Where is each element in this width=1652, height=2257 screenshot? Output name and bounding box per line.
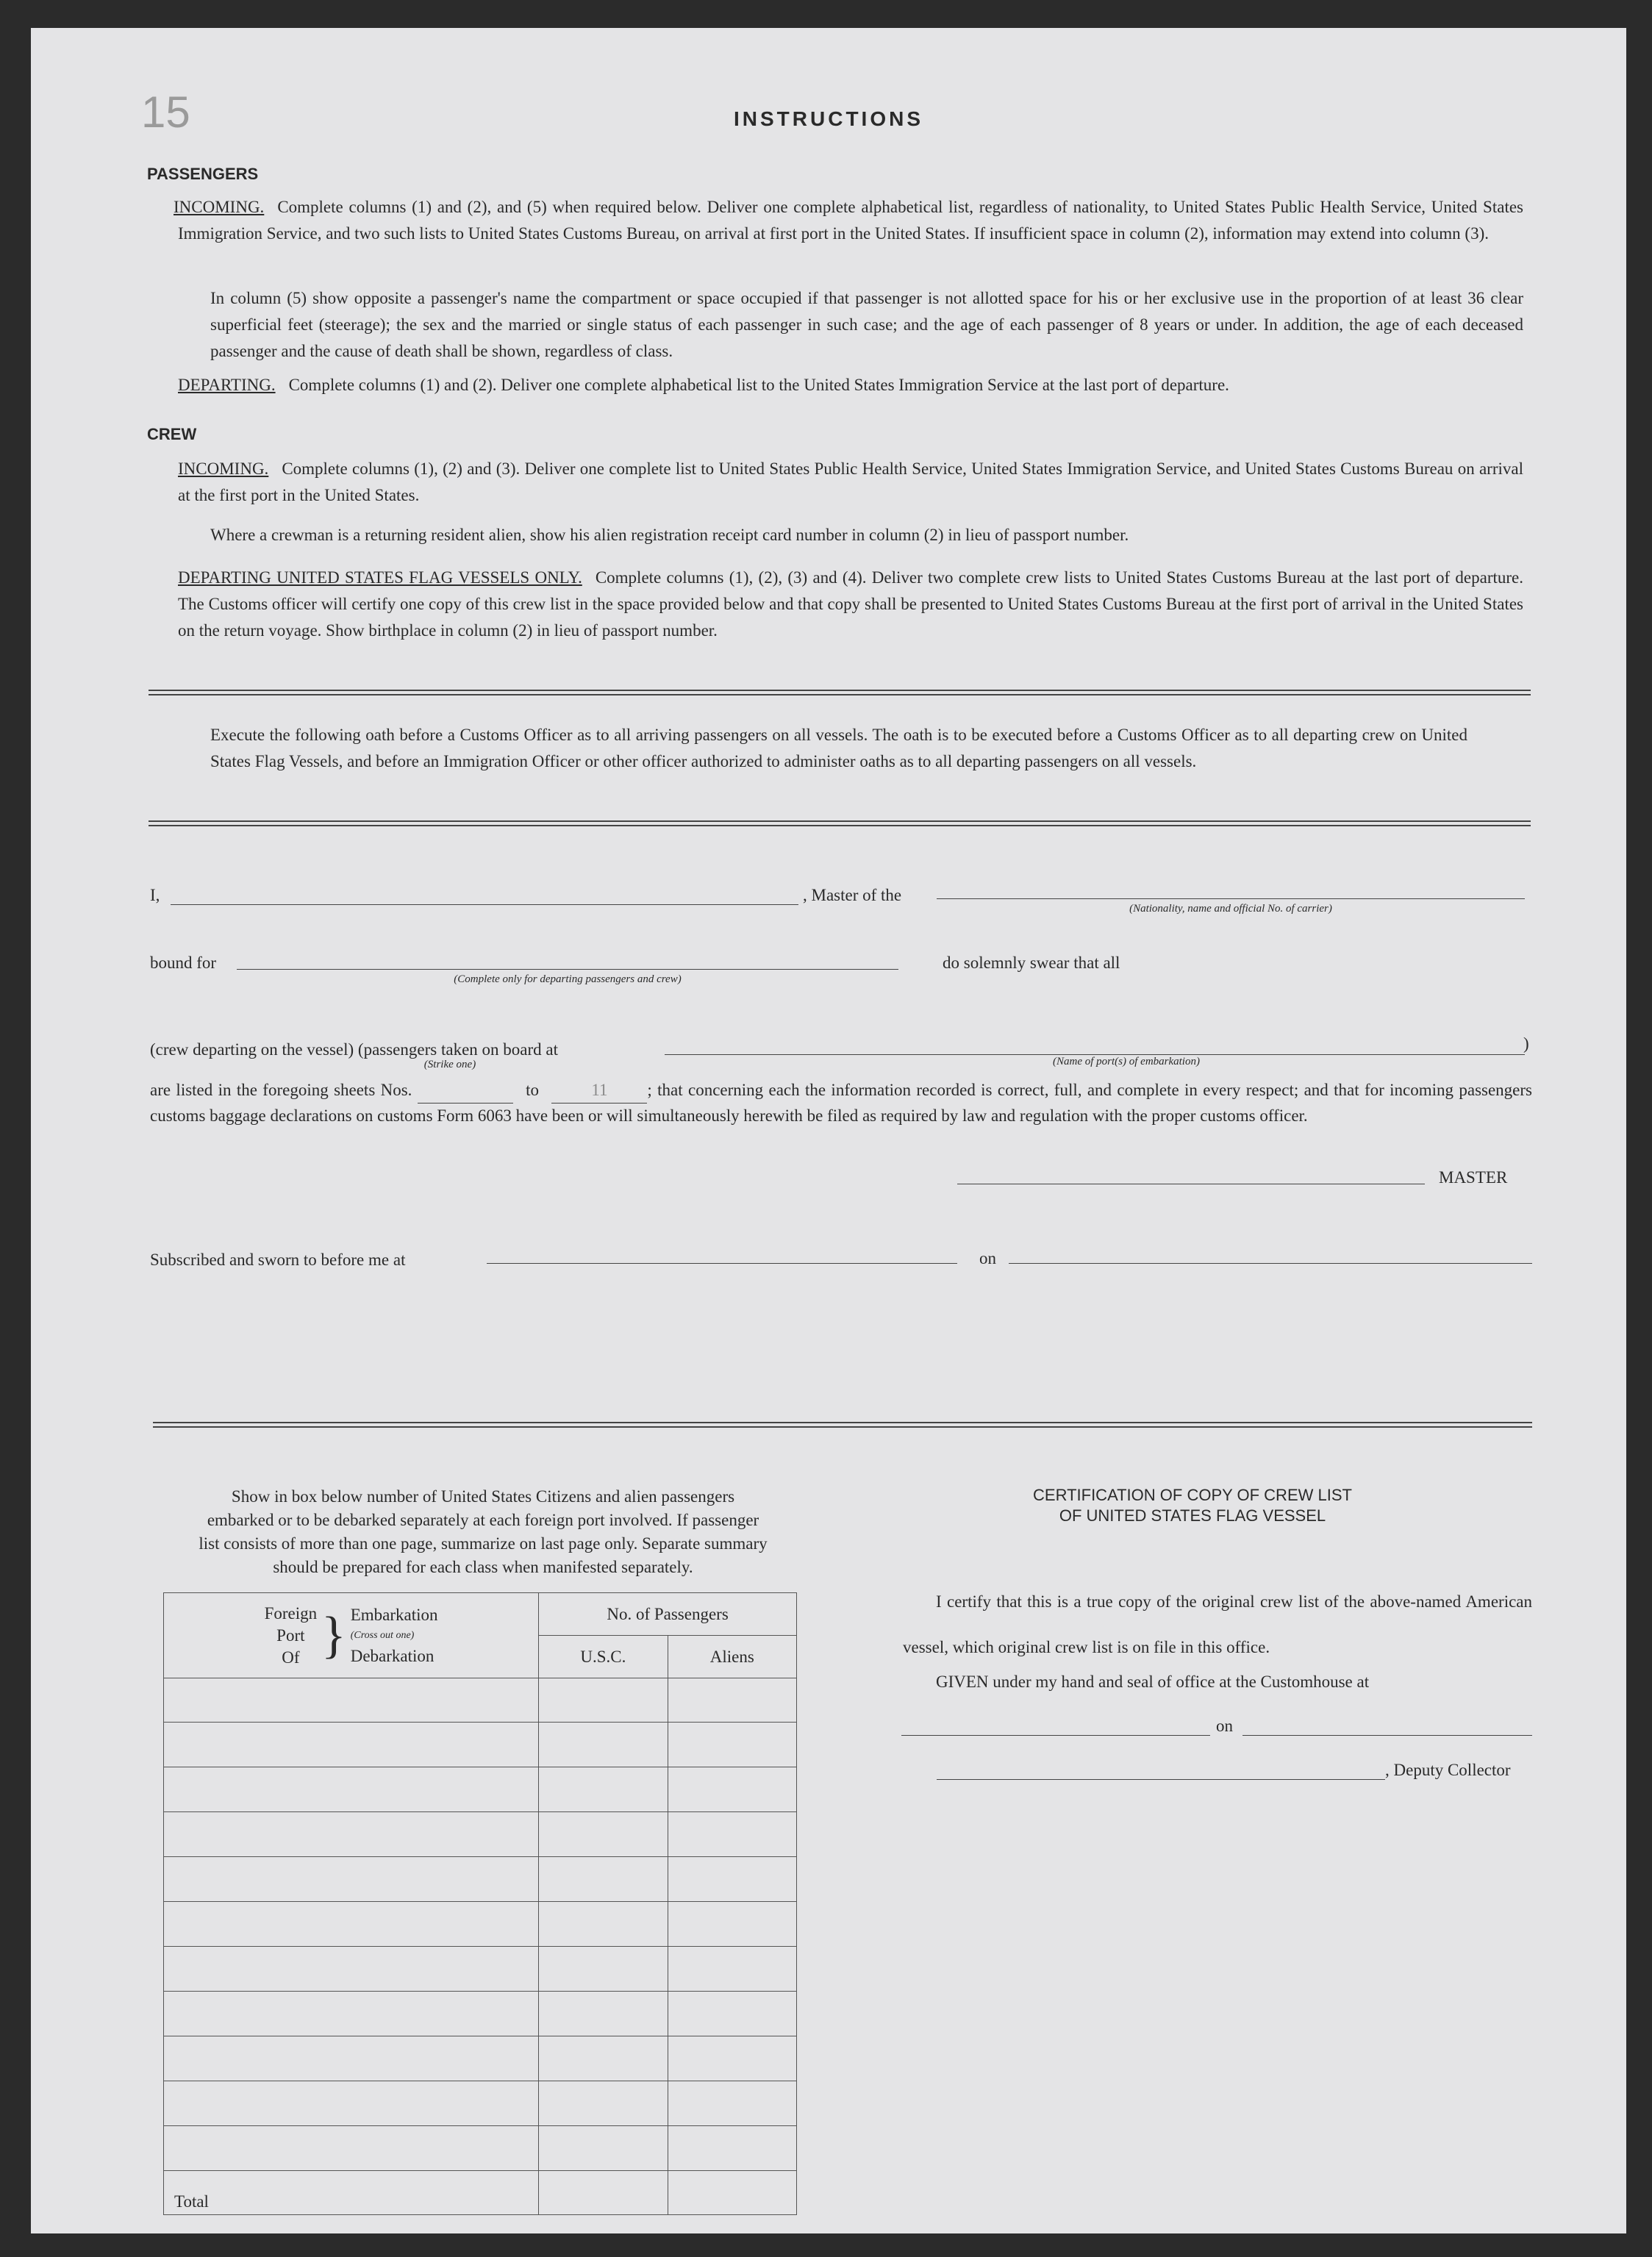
oath-on: on	[979, 1249, 996, 1267]
brace-symbol: }	[321, 1606, 346, 1664]
passengers-departing-label: DEPARTING.	[178, 376, 276, 394]
header-port: Port	[276, 1625, 305, 1645]
sheet-from-field[interactable]	[418, 1078, 513, 1104]
header-usc: U.S.C.	[539, 1636, 668, 1678]
aliens-cell[interactable]	[668, 1857, 796, 1902]
aliens-cell[interactable]	[668, 1947, 796, 1992]
table-row	[164, 1857, 797, 1902]
certification-text: I certify that this is a true copy of the original crew list of the above-named American vessel, which original crew list is on file in this office.	[903, 1592, 1532, 1656]
oath-i-label: I,	[150, 886, 160, 904]
handwritten-page-number: 15	[141, 87, 190, 137]
crew-incoming-paragraph	[178, 456, 1523, 509]
nationality-note: (Nationality, name and official No. of carrier)	[1129, 903, 1332, 915]
oath-close-paren: )	[1523, 1034, 1529, 1053]
port-cell[interactable]	[164, 1812, 539, 1857]
aliens-cell[interactable]	[668, 1902, 796, 1947]
carrier-field[interactable]	[937, 898, 1525, 899]
port-cell[interactable]	[164, 1678, 539, 1723]
port-note: (Name of port(s) of embarkation)	[1053, 1056, 1200, 1067]
oath-to: to	[526, 1081, 540, 1099]
usc-cell[interactable]	[539, 1902, 668, 1947]
certification-given: GIVEN under my hand and seal of office at the Customhouse at	[936, 1673, 1370, 1691]
certification-title-line1: CERTIFICATION OF COPY OF CREW LIST	[1033, 1486, 1352, 1504]
aliens-cell[interactable]	[668, 1992, 796, 2036]
oath-intro: Execute the following oath before a Customs Officer as to all arriving passengers on all vessels. The oath is to be executed before a Customs Officer as to all departing crew on United States Flag Vessels, and before an Immigration Officer or other officer authorized to administer oaths as to all departing passengers on all vessels.	[210, 726, 1467, 770]
port-cell[interactable]	[164, 1767, 539, 1812]
port-header	[164, 1593, 539, 1678]
port-cell[interactable]	[164, 1947, 539, 1992]
aliens-cell[interactable]	[668, 1812, 796, 1857]
section-divider	[149, 820, 1531, 826]
usc-cell[interactable]	[539, 1812, 668, 1857]
crew-resident-paragraph: Where a crewman is a returning resident alien, show his alien registration receipt card number in column (2) in lieu of passport number.	[210, 526, 1129, 544]
sworn-place-field[interactable]	[487, 1263, 957, 1264]
total-row	[164, 2171, 797, 2215]
port-cell[interactable]	[164, 1857, 539, 1902]
table-row	[164, 1812, 797, 1857]
header-embarkation: Embarkation	[350, 1605, 438, 1624]
passengers-column5-paragraph: In column (5) show opposite a passenger's name the compartment or space occupied if that passenger is not allotted space for his or her exclusive use in the proportion of at least 36 clear superficial feet (steerage); the sex and the married or single status of each passenger in such case; and the age of each passenger of 8 years or under. In addition, the age of each deceased passenger and the cause of death shall be shown, regardless of class.	[210, 289, 1523, 360]
table-row	[164, 2126, 797, 2171]
embarkation-port-field[interactable]	[665, 1054, 1525, 1055]
header-no-passengers: No. of Passengers	[539, 1593, 797, 1636]
crew-heading: CREW	[147, 425, 197, 443]
passengers-departing-text: Complete columns (1) and (2). Deliver one complete alphabetical list to the United States Immigration Service at the last port of departure.	[288, 376, 1229, 394]
table-row	[164, 2081, 797, 2126]
header-debarkation: Debarkation	[350, 1646, 435, 1665]
aliens-total-cell[interactable]	[668, 2171, 796, 2215]
port-cell[interactable]	[164, 2126, 539, 2171]
crew-departing-label: DEPARTING UNITED STATES FLAG VESSELS ONLY.	[178, 568, 582, 587]
table-row	[164, 1902, 797, 1947]
header-aliens: Aliens	[668, 1636, 796, 1678]
summary-instructions: Show in box below number of United States Citizens and alien passengers embarked or to be debarked separately at each foreign port involved. If passenger list consists of more than one page, summarize on last page only. Separate summary should be prepared for each class when manifested separately.	[199, 1487, 768, 1576]
port-cell[interactable]	[164, 1902, 539, 1947]
aliens-cell[interactable]	[668, 2081, 796, 2126]
master-label: MASTER	[1439, 1168, 1508, 1187]
table-row	[164, 2036, 797, 2081]
aliens-cell[interactable]	[668, 1678, 796, 1723]
table-row	[164, 1992, 797, 2036]
oath-crew-departing: (crew departing on the vessel) (passengers taken on board at	[150, 1040, 558, 1059]
usc-cell[interactable]	[539, 1678, 668, 1723]
section-divider	[153, 1422, 1532, 1428]
passengers-incoming-paragraph	[174, 194, 1523, 247]
customhouse-field[interactable]	[901, 1735, 1210, 1736]
usc-cell[interactable]	[539, 1723, 668, 1767]
usc-cell[interactable]	[539, 1947, 668, 1992]
usc-cell[interactable]	[539, 1857, 668, 1902]
aliens-cell[interactable]	[668, 2126, 796, 2171]
passengers-incoming-text: Complete columns (1) and (2), and (5) when required below. Deliver one complete alphabetical list, regardless of nationality, to United States Public Health Service, United States Immigration Service, and two such lists to United States Customs Bureau, on arrival at first port in the United States. If insufficient space in column (2), information may extend into column (3).	[178, 198, 1523, 243]
table-row	[164, 1767, 797, 1812]
passengers-heading: PASSENGERS	[147, 165, 259, 183]
port-cell[interactable]	[164, 1992, 539, 2036]
header-foreign: Foreign	[264, 1603, 318, 1623]
oath-swear: do solemnly swear that all	[943, 954, 1120, 972]
certification-on: on	[1216, 1717, 1233, 1735]
oath-subscribed: Subscribed and sworn to before me at	[150, 1251, 406, 1269]
master-name-field[interactable]	[171, 904, 798, 905]
deputy-signature-field[interactable]	[937, 1779, 1385, 1780]
usc-cell[interactable]	[539, 2081, 668, 2126]
sworn-date-field[interactable]	[1009, 1263, 1532, 1264]
certification-deputy: , Deputy Collector	[1385, 1761, 1511, 1779]
port-cell[interactable]	[164, 2036, 539, 2081]
form-sheet	[31, 28, 1626, 2233]
usc-total-cell[interactable]	[539, 2171, 668, 2215]
aliens-cell[interactable]	[668, 2036, 796, 2081]
crew-incoming-label: INCOMING.	[178, 459, 269, 478]
oath-listed-paragraph	[150, 1078, 1532, 1128]
certification-title-line2: OF UNITED STATES FLAG VESSEL	[1059, 1506, 1326, 1525]
page-title: INSTRUCTIONS	[734, 107, 923, 130]
sheet-to-field[interactable]: 11	[551, 1078, 647, 1104]
oath-master-of: , Master of the	[803, 886, 902, 904]
certification-date-field[interactable]	[1242, 1735, 1532, 1736]
certification-title	[884, 1485, 1501, 1526]
section-divider	[149, 690, 1531, 695]
crew-incoming-text: Complete columns (1), (2) and (3). Deliver one complete list to United States Public Health Service, United States Immigration Service, and United States Customs Bureau on arrival at the first port in the United States.	[178, 459, 1523, 504]
aliens-cell[interactable]	[668, 1723, 796, 1767]
oath-bound-for: bound for	[150, 954, 217, 972]
usc-cell[interactable]	[539, 1992, 668, 2036]
port-cell[interactable]	[164, 2081, 539, 2126]
header-cross-out: (Cross out one)	[350, 1629, 415, 1641]
passengers-departing-paragraph	[178, 372, 1523, 398]
complete-only-note: (Complete only for departing passengers and crew)	[454, 973, 682, 985]
strike-one-note: (Strike one)	[423, 1059, 476, 1070]
table-row	[164, 1723, 797, 1767]
usc-cell[interactable]	[539, 2036, 668, 2081]
usc-cell[interactable]	[539, 2126, 668, 2171]
oath-listed-rest: ; that concerning each the information recorded is correct, full, and complete in every respect; and that for incoming passengers customs baggage declarations on customs Form 6063 have been or will simultaneously herewith be filed as required by law and regulation with the proper customs officer.	[150, 1081, 1533, 1125]
usc-cell[interactable]	[539, 1767, 668, 1812]
passengers-incoming-label: INCOMING.	[174, 198, 265, 216]
bound-for-field[interactable]	[237, 969, 898, 970]
passenger-summary-table	[163, 1592, 797, 2215]
table-row	[164, 1678, 797, 1723]
port-cell[interactable]	[164, 1723, 539, 1767]
crew-departing-text: Complete columns (1), (2), (3) and (4). Deliver two complete crew lists to United States Customs Bureau at the last port of departure. The Customs officer will certify one copy of this crew list in the space provided below and that copy shall be presented to United States Customs Bureau at the first port of arrival in the United States on the return voyage. Show birthplace in column (2) in lieu of passport number.	[178, 568, 1523, 640]
total-label: Total	[164, 2171, 539, 2215]
crew-departing-paragraph	[178, 565, 1523, 644]
oath-listed: are listed in the foregoing sheets Nos.	[150, 1081, 412, 1099]
header-of: Of	[282, 1648, 300, 1667]
aliens-cell[interactable]	[668, 1767, 796, 1812]
table-row	[164, 1947, 797, 1992]
